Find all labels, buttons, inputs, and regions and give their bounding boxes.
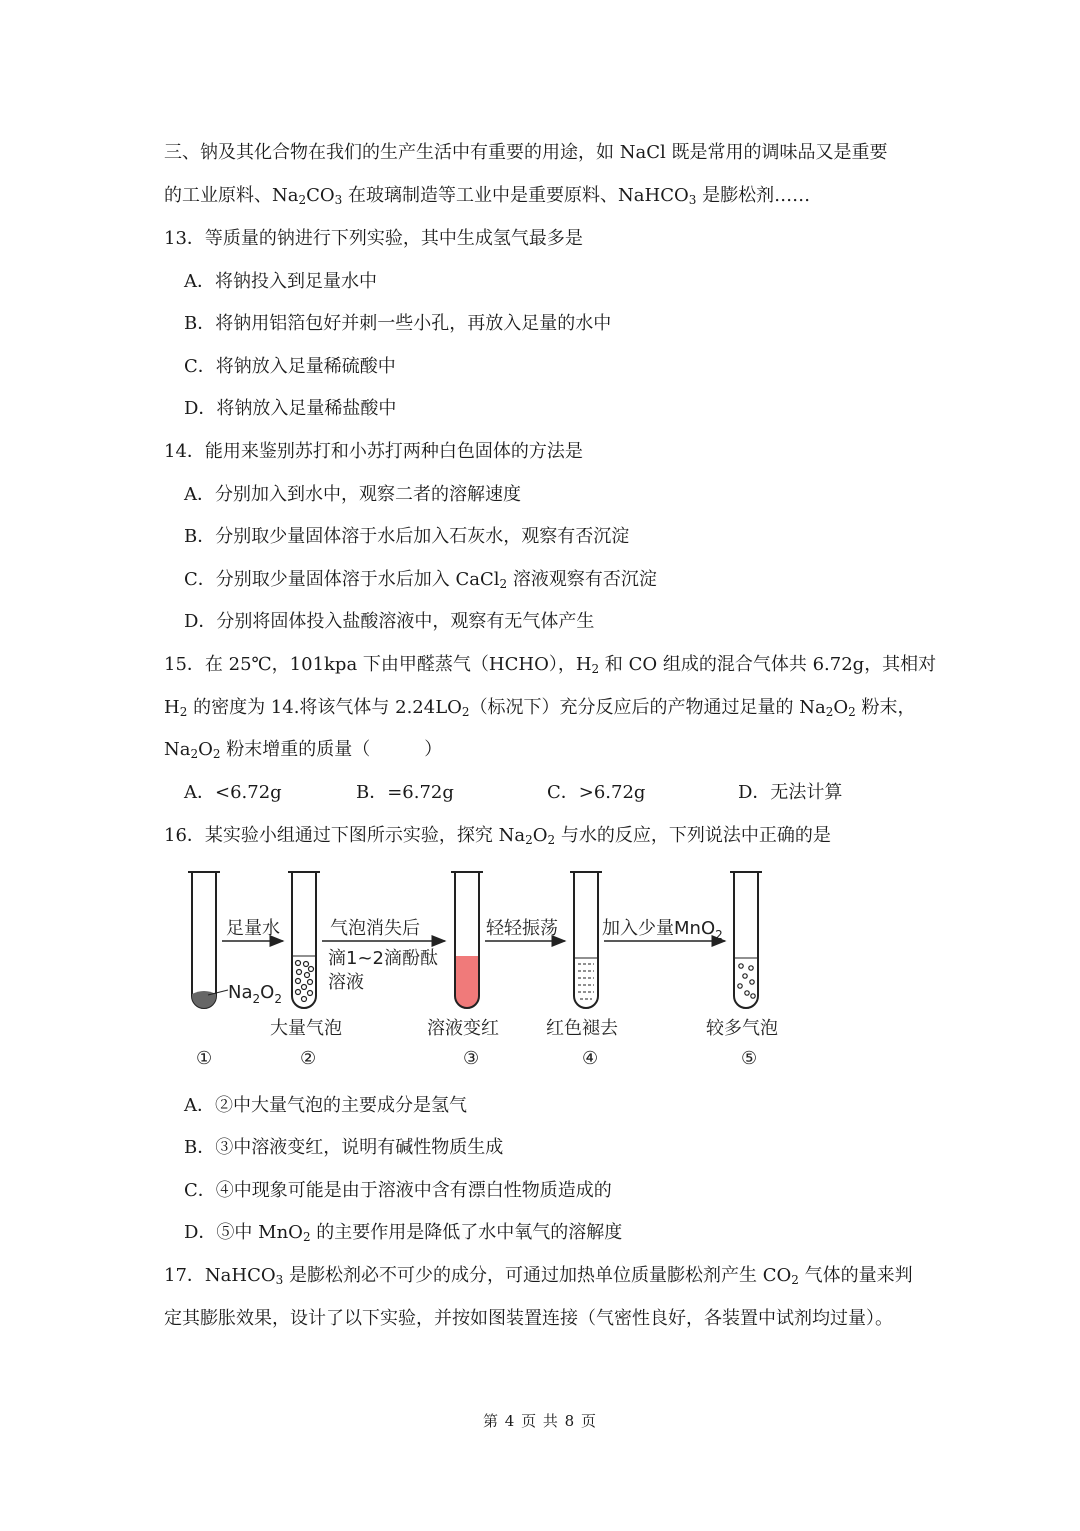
observation-3: 溶液变红: [427, 1018, 499, 1039]
q14-option-a: A．分别加入到水中，观察二者的溶解速度: [184, 484, 521, 505]
q13-option-c: C．将钠放入足量稀硫酸中: [184, 356, 396, 377]
q16-option-c: C．④中现象可能是由于溶液中含有漂白性物质造成的: [184, 1180, 612, 1201]
arrow-2-label-line1: 气泡消失后: [330, 918, 420, 939]
observation-4: 红色褪去: [546, 1018, 618, 1039]
step-number-3: ③: [463, 1048, 480, 1069]
q15-options-row: [0, 781, 1080, 805]
section-intro-line1: 三、钠及其化合物在我们的生产生活中有重要的用途，如 NaCl 既是常用的调味品又是重要: [164, 142, 888, 163]
q13-option-a: A．将钠投入到足量水中: [184, 271, 377, 292]
page-footer: 第 4 页 共 8 页: [483, 1412, 597, 1430]
q13-option-d: D．将钠放入足量稀盐酸中: [184, 398, 397, 419]
section-intro-line2: 的工业原料、$Na_2CO_3$ 在玻璃制造等工业中是重要原料、NaHCO$_3$ 是膨松剂……: [164, 185, 811, 207]
q16-option-a: A．②中大量气泡的主要成分是氢气: [184, 1095, 467, 1116]
step-number-2: ②: [300, 1048, 317, 1069]
q13-stem: 13．等质量的钠进行下列实验，其中生成氢气最多是: [164, 228, 583, 249]
step-number-4: ④: [582, 1048, 599, 1069]
arrow-1-label: 足量水: [226, 918, 280, 939]
q17-stem-line1: 17．NaHCO$_3$ 是膨松剂必不可少的成分，可通过加热单位质量膨松剂产生 $CO_2$ 气体的量来判: [164, 1265, 913, 1287]
test-tube-3: [451, 872, 483, 1008]
arrow-3-label: 轻轻振荡: [486, 918, 558, 939]
q16-stem: 16．某实验小组通过下图所示实验，探究 $Na_2O_2$ 与水的反应，下列说法中正确的是: [164, 825, 831, 847]
q16-option-d: D．⑤中 MnO$_2$ 的主要作用是降低了水中氧气的溶解度: [184, 1222, 623, 1244]
reagent-label: $Na_2O_2$: [228, 982, 282, 1006]
arrow-4-label: 加入少量MnO$_2$: [602, 918, 723, 942]
observation-5: 较多气泡: [706, 1018, 778, 1039]
red-solution: [455, 956, 479, 1008]
q14-stem: 14．能用来鉴别苏打和小苏打两种白色固体的方法是: [164, 441, 583, 462]
q15-stem-line1: 15．在 25℃，101kpa 下由甲醛蒸气（HCHO），$H_2$ 和 CO 组成的混合气体共 6.72g，其相对: [164, 654, 937, 676]
step-number-1: ①: [196, 1048, 213, 1069]
q15-option-a: A．<6.72g: [184, 782, 282, 803]
q15-option-c: C．>6.72g: [547, 782, 646, 803]
test-tube-4: [570, 872, 602, 1008]
experiment-figure: [180, 866, 820, 1076]
test-tube-2: [288, 872, 320, 1008]
q15-stem-line2: $H_2$ 的密度为 14.将该气体与 $2.24LO_2$（标况下）充分反应后的产物通过足量的 $Na_2O_2$ 粉末，: [164, 697, 916, 719]
step-number-5: ⑤: [741, 1048, 758, 1069]
q15-option-d: D．无法计算: [738, 782, 843, 803]
arrow-2-label-line2: 滴1~2滴酚酞: [328, 948, 438, 969]
q13-option-b: B．将钠用铝箔包好并刺一些小孔，再放入足量的水中: [184, 313, 612, 334]
q16-option-b: B．③中溶液变红，说明有碱性物质生成: [184, 1137, 504, 1158]
test-tube-1: [188, 872, 220, 1008]
q17-stem-line2: 定其膨胀效果，设计了以下实验，并按如图装置连接（气密性良好，各装置中试剂均过量）。: [164, 1308, 893, 1329]
q14-option-d: D．分别将固体投入盐酸溶液中，观察有无气体产生: [184, 611, 595, 632]
q15-option-b: B．=6.72g: [356, 782, 454, 803]
observation-2: 大量气泡: [270, 1018, 342, 1039]
q14-option-c: C．分别取少量固体溶于水后加入 CaCl$_2$ 溶液观察有否沉淀: [184, 569, 657, 591]
arrow-2-label-line3: 溶液: [328, 972, 364, 993]
q15-stem-line3: $Na_2O_2$ 粉末增重的质量（ ）: [164, 739, 443, 761]
test-tube-5: [730, 872, 762, 1008]
q14-option-b: B．分别取少量固体溶于水后加入石灰水，观察有否沉淀: [184, 526, 630, 547]
